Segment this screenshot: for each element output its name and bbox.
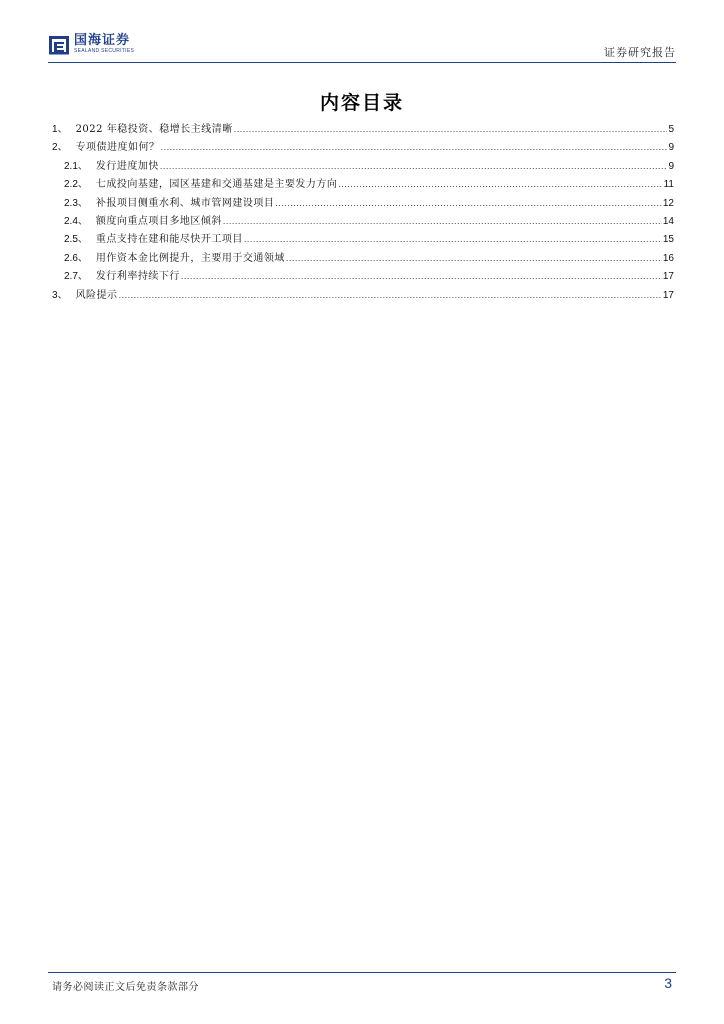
toc-entry-separator: 、	[77, 271, 88, 283]
logo-english-name: SEALAND SECURITIES	[74, 48, 135, 54]
logo-chinese-name: 国海证券	[74, 33, 131, 48]
toc-entry[interactable]	[52, 194, 674, 212]
toc-entry[interactable]	[52, 120, 674, 138]
toc-entry-number: 2.6	[64, 252, 78, 264]
page-number: 3	[664, 975, 672, 991]
toc-entry-text: 额度向重点项目多地区倾斜	[95, 215, 222, 227]
toc-entry-number: 2.3	[64, 197, 78, 209]
toc-entry-number: 2.7	[64, 271, 78, 283]
toc-entry-separator: 、	[77, 252, 88, 264]
toc-entry-page: 17	[662, 289, 674, 301]
toc-leader-dots	[160, 161, 668, 171]
toc-entry-number: 2.1	[64, 160, 78, 172]
toc-entry-separator: 、	[77, 179, 88, 191]
toc-entry[interactable]	[52, 157, 674, 175]
company-logo	[48, 34, 134, 56]
toc-entry-separator: 、	[57, 142, 68, 154]
toc-entry[interactable]	[52, 267, 674, 285]
toc-leader-dots	[119, 290, 662, 300]
toc-entry-text: 专项债进度如何？	[75, 142, 160, 154]
toc-entry-text: 发行利率持续下行	[95, 271, 180, 283]
toc-entry-text: 七成投向基建，园区基建和交通基建是主要发力方向	[95, 179, 338, 191]
toc-entry-page: 12	[662, 197, 674, 209]
toc-entry-text: 重点支持在建和能尽快开工项目	[95, 234, 243, 246]
report-type-label: 证券研究报告	[604, 46, 676, 59]
toc-entry-number: 2.2	[64, 179, 78, 191]
sealand-logo-icon	[48, 34, 70, 56]
header-divider	[48, 62, 676, 63]
toc-leader-dots	[181, 271, 662, 281]
toc-entry-text: 补报项目侧重水利、城市管网建设项目	[95, 197, 275, 209]
toc-entry[interactable]	[52, 249, 674, 267]
footer-disclaimer: 请务必阅读正文后免责条款部分	[52, 982, 199, 993]
toc-entry-page: 11	[663, 179, 674, 191]
toc-leader-dots	[275, 198, 661, 208]
toc-entry-separator: 、	[77, 160, 88, 172]
toc-entry[interactable]	[52, 138, 674, 156]
toc-entry-separator: 、	[77, 197, 88, 209]
toc-leader-dots	[338, 179, 662, 189]
toc-leader-dots	[223, 216, 662, 226]
toc-entry-number: 1	[52, 124, 58, 135]
table-of-contents	[52, 120, 674, 304]
toc-entry-page: 16	[662, 252, 674, 264]
toc-entry-separator: 、	[57, 124, 68, 135]
toc-entry-page: 9	[668, 160, 674, 172]
toc-entry-text: 2022 年稳投资、稳增长主线清晰	[75, 124, 233, 135]
toc-leader-dots	[244, 234, 662, 244]
toc-leader-dots	[161, 142, 668, 152]
toc-entry-number: 3	[52, 289, 58, 301]
toc-entry-separator: 、	[77, 234, 88, 246]
toc-entry-number: 2.5	[64, 234, 78, 246]
footer-divider	[48, 972, 676, 973]
toc-entry-page: 17	[662, 271, 674, 283]
toc-entry-text: 风险提示	[75, 289, 118, 301]
toc-entry-page: 14	[662, 215, 674, 227]
toc-entry-number: 2.4	[64, 215, 78, 227]
toc-entry-number: 2	[52, 142, 58, 154]
toc-entry-separator: 、	[77, 215, 88, 227]
page-header	[48, 28, 676, 64]
toc-leader-dots	[286, 253, 662, 263]
toc-leader-dots	[234, 124, 668, 134]
toc-entry[interactable]	[52, 230, 674, 248]
toc-entry-separator: 、	[57, 289, 68, 301]
toc-entry[interactable]	[52, 212, 674, 230]
toc-entry[interactable]	[52, 286, 674, 304]
toc-entry[interactable]	[52, 175, 674, 193]
toc-entry-page: 5	[668, 124, 674, 135]
toc-entry-page: 9	[668, 142, 674, 154]
toc-entry-page: 15	[662, 234, 674, 246]
toc-entry-text: 发行进度加快	[95, 160, 159, 172]
toc-entry-text: 用作资本金比例提升，主要用于交通领域	[95, 252, 285, 264]
toc-title: 内容目录	[319, 92, 404, 114]
